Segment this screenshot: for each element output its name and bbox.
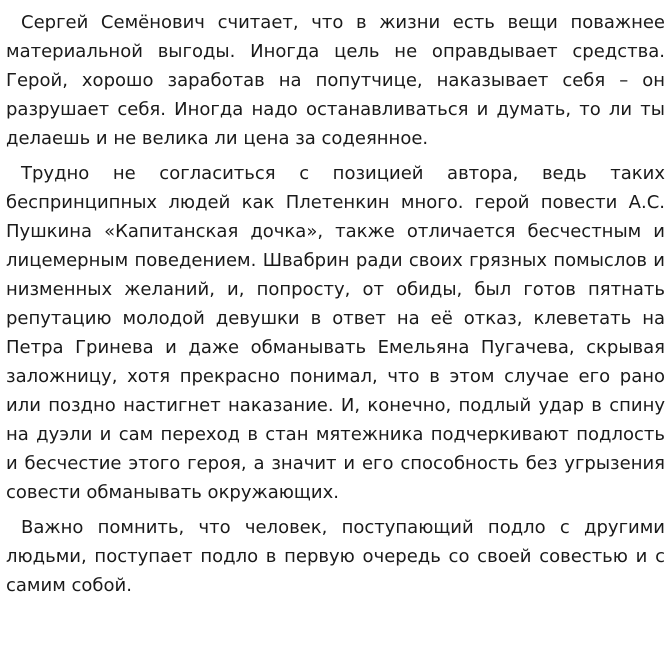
paragraph-conclusion: Важно помнить, что человек, поступающий подло с другими людьми, поступает подло в первую очередь со своей совестью и с самим собой.: [6, 517, 665, 596]
document-body: [6, 8, 665, 606]
paragraph-author-position: Сергей Семёнович считает, что в жизни есть вещи поважнее материальной выгоды. Иногда цель не оправдывает средства. Герой, хорошо заработав на попутчице, наказывает себя – он разрушает себя. Иногда надо останавливаться и думать, то ли ты делаешь и не велика ли цена за содеянное.: [6, 12, 665, 149]
paragraph-literary-argument: Трудно не согласиться с позицией автора, ведь таких беспринципных людей как Плетенкин много. герой повести А.С. Пушкина «Капитанская дочка», также отличается бесчестным и лицемерным поведением. Швабрин ради своих грязных помыслов и низменных желаний, и, попросту, от обиды, был готов пятнать репутацию молодой девушки в ответ на её отказ, клеветать на Петра Гринева и даже обманывать Емельяна Пугачева, скрывая заложницу, хотя прекрасно понимал, что в этом случае его рано или поздно настигнет наказание. И, конечно, подлый удар в спину на дуэли и сам переход в стан мятежника подчеркивают подлость и бесчестие этого героя, а значит и его способность без угрызения совести обманывать окружающих.: [6, 163, 665, 503]
